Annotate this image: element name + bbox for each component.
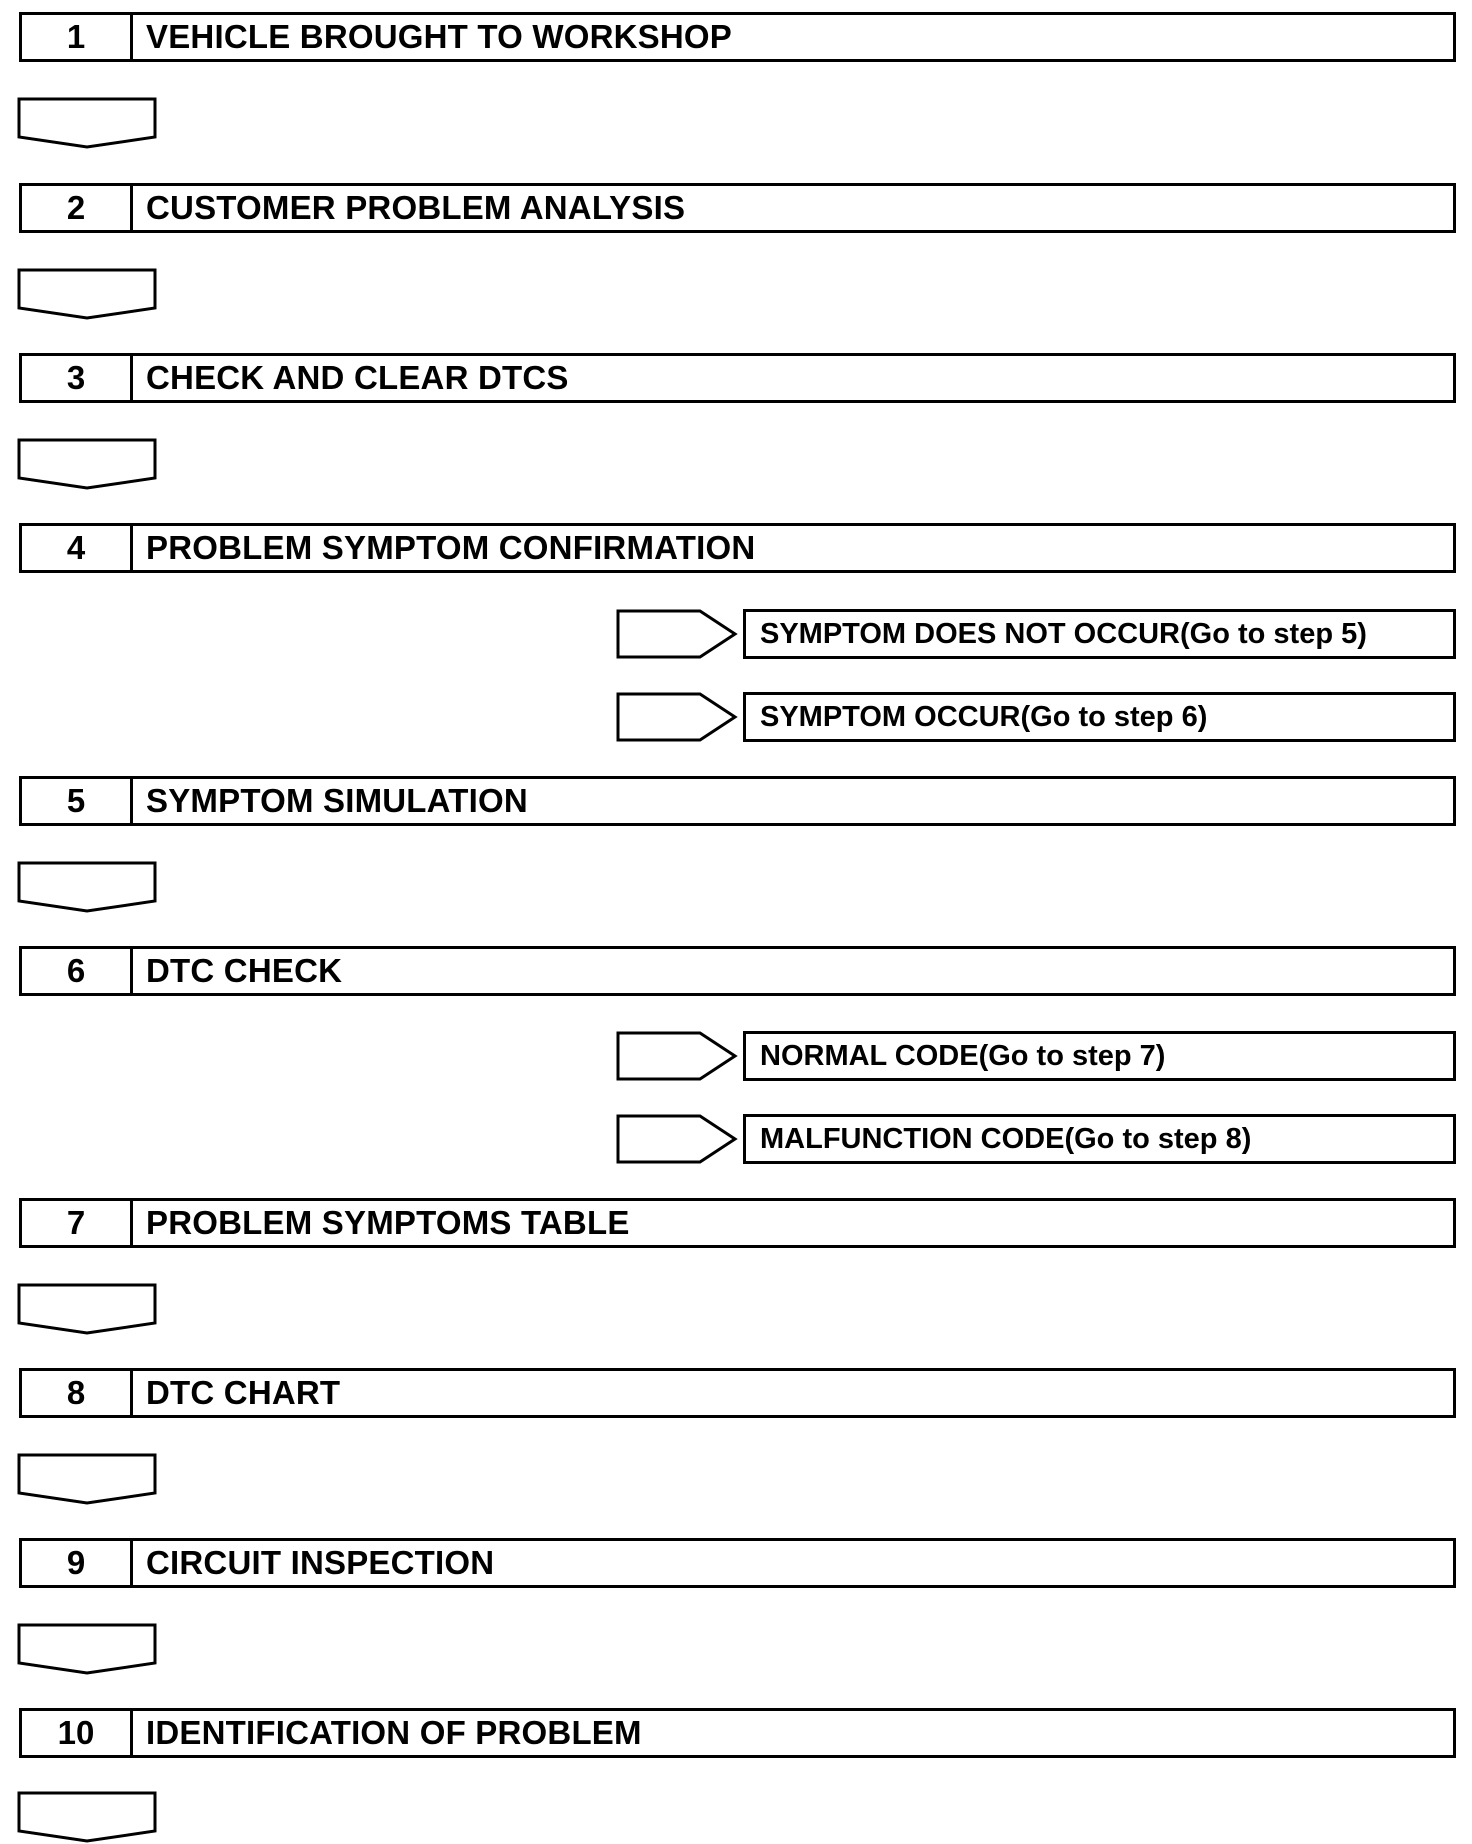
- step-number: 2: [22, 186, 133, 230]
- right-arrow-icon: [615, 691, 739, 743]
- step-label: SYMPTOM SIMULATION: [146, 782, 528, 819]
- down-arrow-icon: [17, 267, 157, 321]
- step-label: PROBLEM SYMPTOMS TABLE: [146, 1204, 630, 1241]
- down-arrow-icon: [17, 1622, 157, 1676]
- branch-box-symptom-occur: [743, 692, 1456, 742]
- branch-label: NORMAL CODE(Go to step 7): [760, 1039, 1166, 1072]
- step-number: 1: [22, 15, 133, 59]
- step-box-7: [19, 1198, 1456, 1248]
- branch-label: SYMPTOM OCCUR(Go to step 6): [760, 700, 1208, 733]
- right-arrow-icon: [615, 1113, 739, 1165]
- step-box-8: [19, 1368, 1456, 1418]
- step-number: 9: [22, 1541, 133, 1585]
- down-arrow-icon: [17, 1282, 157, 1336]
- down-arrow-icon: [17, 437, 157, 491]
- step-box-1: [19, 12, 1456, 62]
- down-arrow-icon: [17, 860, 157, 914]
- right-arrow-icon: [615, 608, 739, 660]
- step-box-4: [19, 523, 1456, 573]
- down-arrow-icon: [17, 1790, 157, 1844]
- step-label: VEHICLE BROUGHT TO WORKSHOP: [146, 18, 732, 55]
- step-label: CIRCUIT INSPECTION: [146, 1544, 495, 1581]
- step-box-10: [19, 1708, 1456, 1758]
- step-number: 3: [22, 356, 133, 400]
- branch-label: SYMPTOM DOES NOT OCCUR(Go to step 5): [760, 617, 1367, 650]
- branch-box-normal-code: [743, 1031, 1456, 1081]
- step-box-9: [19, 1538, 1456, 1588]
- branch-box-symptom-not-occur: [743, 609, 1456, 659]
- step-label: CUSTOMER PROBLEM ANALYSIS: [146, 189, 686, 226]
- step-box-6: [19, 946, 1456, 996]
- step-label: PROBLEM SYMPTOM CONFIRMATION: [146, 529, 756, 566]
- branch-label: MALFUNCTION CODE(Go to step 8): [760, 1122, 1252, 1155]
- step-number: 4: [22, 526, 133, 570]
- step-number: 8: [22, 1371, 133, 1415]
- step-number: 10: [22, 1711, 133, 1755]
- step-label: DTC CHART: [146, 1374, 341, 1411]
- right-arrow-icon: [615, 1030, 739, 1082]
- down-arrow-icon: [17, 1452, 157, 1506]
- step-box-3: [19, 353, 1456, 403]
- step-number: 5: [22, 779, 133, 823]
- step-number: 7: [22, 1201, 133, 1245]
- step-box-2: [19, 183, 1456, 233]
- branch-box-malfunction-code: [743, 1114, 1456, 1164]
- step-label: IDENTIFICATION OF PROBLEM: [146, 1714, 642, 1751]
- step-number: 6: [22, 949, 133, 993]
- step-box-5: [19, 776, 1456, 826]
- step-label: CHECK AND CLEAR DTCS: [146, 359, 569, 396]
- down-arrow-icon: [17, 96, 157, 150]
- step-label: DTC CHECK: [146, 952, 343, 989]
